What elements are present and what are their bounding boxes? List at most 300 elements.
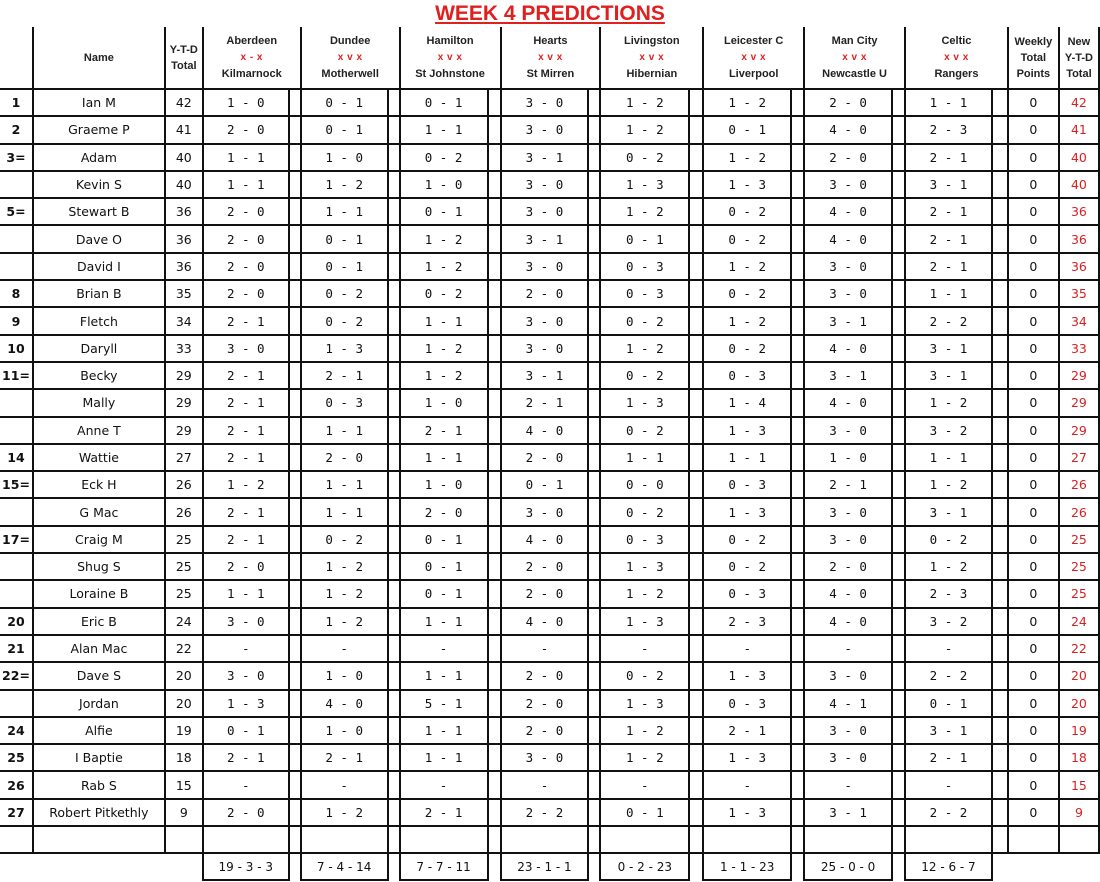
- new-ytd-total-cell: 29: [1059, 417, 1099, 444]
- prediction-cell: 2 - 0: [501, 444, 589, 471]
- prediction-cell: 2 - 1: [203, 744, 289, 771]
- spacer: [892, 826, 905, 853]
- prediction-cell: 1 - 1: [703, 444, 791, 471]
- spacer: [992, 389, 1008, 416]
- spacer: [488, 608, 501, 635]
- prediction-cell: 1 - 3: [703, 744, 791, 771]
- prediction-cell: 0 - 2: [703, 198, 791, 225]
- prediction-cell: 1 - 0: [400, 171, 488, 198]
- weekly-points-cell: 0: [1008, 307, 1059, 334]
- table-row: [0, 198, 1099, 225]
- spacer: [488, 526, 501, 553]
- spacer: [388, 253, 400, 280]
- table-row: [0, 471, 1099, 498]
- prediction-cell: 2 - 1: [501, 389, 589, 416]
- new-ytd-total-cell: 20: [1059, 690, 1099, 717]
- prediction-cell: 0 - 1: [400, 580, 488, 607]
- new-ytd-total-cell: 29: [1059, 362, 1099, 389]
- weekly-points-cell: 0: [1008, 799, 1059, 826]
- prediction-cell: 2 - 1: [203, 307, 289, 334]
- spacer: [488, 826, 501, 853]
- spacer: [289, 444, 301, 471]
- prediction-cell: [203, 826, 289, 853]
- spacer: [588, 580, 600, 607]
- prediction-cell: 0 - 3: [703, 362, 791, 389]
- ytd-total-cell: 34: [165, 307, 203, 334]
- player-name: G Mac: [33, 498, 165, 525]
- table-row: [0, 526, 1099, 553]
- table-row: [0, 171, 1099, 198]
- spacer: [388, 717, 400, 744]
- new-ytd-total-cell: 25: [1059, 580, 1099, 607]
- prediction-cell: 3 - 0: [203, 335, 289, 362]
- spacer: [488, 362, 501, 389]
- player-name: I Baptie: [33, 744, 165, 771]
- new-ytd-total-cell: 9: [1059, 799, 1099, 826]
- spacer: [791, 335, 804, 362]
- prediction-cell: 2 - 1: [400, 417, 488, 444]
- weekly-points-cell: 0: [1008, 471, 1059, 498]
- rank-cell: [0, 253, 33, 280]
- table-row: [0, 498, 1099, 525]
- spacer: [488, 771, 501, 798]
- prediction-cell: [400, 826, 488, 853]
- spacer: [689, 799, 703, 826]
- prediction-cell: 1 - 1: [400, 116, 488, 143]
- spacer: [892, 526, 905, 553]
- spacer: [388, 307, 400, 334]
- prediction-cell: 2 - 1: [703, 717, 791, 744]
- spacer: [588, 389, 600, 416]
- spacer: [689, 826, 703, 853]
- prediction-cell: 1 - 1: [905, 89, 992, 116]
- prediction-cell: 1 - 3: [301, 335, 388, 362]
- prediction-cell: 0 - 2: [703, 225, 791, 252]
- spacer: [388, 635, 400, 662]
- prediction-cell: [804, 826, 892, 853]
- prediction-cell: 0 - 2: [600, 362, 689, 389]
- ytd-total-cell: 26: [165, 498, 203, 525]
- rank-cell: [0, 498, 33, 525]
- prediction-cell: 0 - 2: [703, 335, 791, 362]
- player-name: Dave S: [33, 662, 165, 689]
- prediction-cell: 0 - 1: [301, 89, 388, 116]
- prediction-cell: 1 - 2: [600, 198, 689, 225]
- spacer: [992, 662, 1008, 689]
- prediction-cell: 2 - 0: [501, 690, 589, 717]
- spacer: [588, 717, 600, 744]
- prediction-cell: 1 - 1: [600, 444, 689, 471]
- spacer: [289, 225, 301, 252]
- spacer: [388, 744, 400, 771]
- spacer: [488, 635, 501, 662]
- spacer: [689, 717, 703, 744]
- spacer: [791, 144, 804, 171]
- prediction-cell: 0 - 1: [301, 253, 388, 280]
- player-name: Graeme P: [33, 116, 165, 143]
- weekly-points-cell: 0: [1008, 771, 1059, 798]
- weekly-points-cell: 0: [1008, 690, 1059, 717]
- prediction-cell: 1 - 2: [600, 717, 689, 744]
- spacer: [588, 171, 600, 198]
- spacer: [992, 225, 1008, 252]
- spacer: [689, 471, 703, 498]
- player-name: Mally: [33, 389, 165, 416]
- spacer: [488, 662, 501, 689]
- spacer: [992, 717, 1008, 744]
- spacer: [588, 690, 600, 717]
- prediction-cell: 2 - 2: [905, 307, 992, 334]
- spacer: [289, 307, 301, 334]
- prediction-cell: -: [501, 771, 589, 798]
- prediction-cell: 1 - 1: [400, 608, 488, 635]
- spacer: [992, 144, 1008, 171]
- prediction-cell: 1 - 1: [400, 662, 488, 689]
- prediction-cell: 2 - 1: [301, 744, 388, 771]
- table-row: [0, 280, 1099, 307]
- spacer: [689, 771, 703, 798]
- prediction-cell: 2 - 1: [301, 362, 388, 389]
- ytd-total-cell: 36: [165, 225, 203, 252]
- prediction-cell: 0 - 3: [600, 280, 689, 307]
- ytd-total-cell: [165, 826, 203, 853]
- spacer: [588, 826, 600, 853]
- spacer: [488, 553, 501, 580]
- spacer: [791, 89, 804, 116]
- weekly-points-cell: 0: [1008, 580, 1059, 607]
- prediction-cell: 0 - 3: [600, 526, 689, 553]
- player-name: Eck H: [33, 471, 165, 498]
- prediction-cell: 3 - 0: [203, 608, 289, 635]
- rank-cell: 10: [0, 335, 33, 362]
- prediction-cell: 0 - 1: [600, 225, 689, 252]
- ytd-total-cell: 22: [165, 635, 203, 662]
- spacer: [992, 307, 1008, 334]
- player-name: Eric B: [33, 608, 165, 635]
- rank-cell: 9: [0, 307, 33, 334]
- spacer: [588, 526, 600, 553]
- prediction-cell: 1 - 2: [905, 553, 992, 580]
- spacer: [992, 444, 1008, 471]
- rank-cell: 22=: [0, 662, 33, 689]
- spacer: [892, 307, 905, 334]
- prediction-cell: 2 - 0: [501, 580, 589, 607]
- spacer: [791, 389, 804, 416]
- prediction-cell: 0 - 2: [301, 307, 388, 334]
- new-ytd-total-cell: 18: [1059, 744, 1099, 771]
- prediction-cell: 1 - 2: [600, 744, 689, 771]
- table-row: [0, 771, 1099, 798]
- spacer: [689, 608, 703, 635]
- rank-cell: [0, 171, 33, 198]
- spacer: [388, 553, 400, 580]
- prediction-cell: 1 - 0: [301, 144, 388, 171]
- prediction-cell: 3 - 1: [905, 335, 992, 362]
- spacer: [791, 635, 804, 662]
- prediction-cell: 2 - 1: [804, 471, 892, 498]
- prediction-cell: 2 - 2: [501, 799, 589, 826]
- spacer: [689, 580, 703, 607]
- prediction-cell: 3 - 0: [501, 89, 589, 116]
- spacer: [892, 444, 905, 471]
- table-row: [0, 826, 1099, 853]
- rank-cell: 17=: [0, 526, 33, 553]
- spacer: [689, 744, 703, 771]
- prediction-cell: 1 - 2: [301, 799, 388, 826]
- spacer: [992, 280, 1008, 307]
- new-ytd-total-cell: 29: [1059, 389, 1099, 416]
- fixture-total: 7 - 4 - 14: [301, 853, 388, 880]
- rank-cell: 25: [0, 744, 33, 771]
- prediction-cell: 3 - 0: [804, 253, 892, 280]
- rank-cell: [0, 389, 33, 416]
- spacer: [892, 717, 905, 744]
- spacer: [488, 417, 501, 444]
- spacer: [791, 471, 804, 498]
- prediction-cell: 0 - 3: [703, 690, 791, 717]
- spacer: [992, 690, 1008, 717]
- spacer: [791, 307, 804, 334]
- spacer: [992, 198, 1008, 225]
- player-name: Stewart B: [33, 198, 165, 225]
- prediction-cell: 4 - 0: [501, 526, 589, 553]
- prediction-cell: -: [301, 635, 388, 662]
- prediction-cell: 3 - 1: [905, 362, 992, 389]
- table-row: [0, 225, 1099, 252]
- prediction-cell: 4 - 0: [501, 608, 589, 635]
- prediction-cell: 1 - 1: [301, 498, 388, 525]
- table-row: [0, 144, 1099, 171]
- new-ytd-total-cell: 35: [1059, 280, 1099, 307]
- player-name: Dave O: [33, 225, 165, 252]
- spacer: [588, 362, 600, 389]
- prediction-cell: 1 - 3: [600, 608, 689, 635]
- weekly-points-cell: 0: [1008, 717, 1059, 744]
- spacer: [892, 662, 905, 689]
- table-row: [0, 608, 1099, 635]
- prediction-cell: 1 - 1: [400, 444, 488, 471]
- ytd-total-cell: 26: [165, 471, 203, 498]
- prediction-cell: 0 - 2: [905, 526, 992, 553]
- prediction-cell: 1 - 3: [703, 417, 791, 444]
- player-name: Daryll: [33, 335, 165, 362]
- spacer: [992, 771, 1008, 798]
- spacer: [289, 690, 301, 717]
- spacer: [892, 771, 905, 798]
- weekly-total-header: Weekly Total Points: [1008, 27, 1059, 89]
- prediction-cell: 1 - 2: [600, 89, 689, 116]
- spacer: [892, 471, 905, 498]
- prediction-cell: 2 - 0: [501, 553, 589, 580]
- fixture-total: 19 - 3 - 3: [203, 853, 289, 880]
- spacer: [588, 307, 600, 334]
- spacer: [992, 608, 1008, 635]
- spacer: [488, 717, 501, 744]
- rank-cell: 1: [0, 89, 33, 116]
- prediction-cell: 1 - 0: [301, 717, 388, 744]
- table-row: [0, 444, 1099, 471]
- weekly-points-cell: 0: [1008, 362, 1059, 389]
- new-ytd-total-cell: 34: [1059, 307, 1099, 334]
- spacer: [892, 171, 905, 198]
- table-row: [0, 799, 1099, 826]
- fixture-total: 7 - 7 - 11: [400, 853, 488, 880]
- prediction-cell: 1 - 2: [400, 253, 488, 280]
- prediction-cell: 1 - 2: [400, 225, 488, 252]
- prediction-cell: 0 - 1: [301, 225, 388, 252]
- prediction-cell: -: [400, 771, 488, 798]
- fixture-header: Livingston x v x Hibernian: [600, 27, 703, 89]
- ytd-total-cell: 20: [165, 690, 203, 717]
- spacer: [388, 417, 400, 444]
- prediction-cell: 1 - 3: [703, 799, 791, 826]
- spacer: [791, 608, 804, 635]
- player-name: [33, 826, 165, 853]
- weekly-points-cell: 0: [1008, 662, 1059, 689]
- table-row: [0, 553, 1099, 580]
- prediction-cell: 2 - 1: [203, 417, 289, 444]
- spacer: [791, 526, 804, 553]
- spacer: [791, 280, 804, 307]
- table-row: [0, 580, 1099, 607]
- spacer: [488, 253, 501, 280]
- spacer: [892, 144, 905, 171]
- spacer: [488, 335, 501, 362]
- prediction-cell: 3 - 1: [905, 498, 992, 525]
- spacer: [791, 799, 804, 826]
- prediction-cell: 0 - 3: [703, 580, 791, 607]
- prediction-cell: 1 - 1: [400, 307, 488, 334]
- prediction-cell: -: [600, 635, 689, 662]
- spacer: [388, 89, 400, 116]
- spacer: [388, 144, 400, 171]
- prediction-cell: 2 - 2: [905, 662, 992, 689]
- spacer: [588, 280, 600, 307]
- rank-cell: 2: [0, 116, 33, 143]
- prediction-cell: 2 - 1: [203, 444, 289, 471]
- prediction-cell: 0 - 1: [301, 116, 388, 143]
- spacer: [992, 744, 1008, 771]
- spacer: [488, 471, 501, 498]
- spacer: [388, 608, 400, 635]
- spacer: [388, 826, 400, 853]
- prediction-cell: 0 - 1: [400, 198, 488, 225]
- spacer: [992, 498, 1008, 525]
- spacer: [992, 89, 1008, 116]
- prediction-cell: 2 - 3: [905, 116, 992, 143]
- prediction-cell: 2 - 0: [203, 553, 289, 580]
- spacer: [689, 362, 703, 389]
- prediction-cell: 1 - 4: [703, 389, 791, 416]
- prediction-cell: 1 - 2: [400, 362, 488, 389]
- prediction-cell: 3 - 0: [501, 253, 589, 280]
- player-name: Brian B: [33, 280, 165, 307]
- ytd-total-cell: 42: [165, 89, 203, 116]
- prediction-cell: 1 - 2: [703, 253, 791, 280]
- prediction-cell: 1 - 2: [600, 335, 689, 362]
- prediction-cell: 0 - 2: [600, 417, 689, 444]
- spacer: [892, 417, 905, 444]
- ytd-total-cell: 29: [165, 417, 203, 444]
- prediction-cell: 3 - 0: [203, 662, 289, 689]
- spacer: [892, 608, 905, 635]
- spacer: [588, 553, 600, 580]
- prediction-cell: 1 - 0: [301, 662, 388, 689]
- prediction-cell: 1 - 2: [203, 471, 289, 498]
- spacer: [289, 280, 301, 307]
- player-name: Kevin S: [33, 171, 165, 198]
- fixture-header: Celtic x v x Rangers: [905, 27, 1008, 89]
- ytd-total-cell: 41: [165, 116, 203, 143]
- weekly-points-cell: 0: [1008, 89, 1059, 116]
- prediction-cell: 2 - 3: [703, 608, 791, 635]
- spacer: [689, 253, 703, 280]
- prediction-cell: -: [804, 771, 892, 798]
- spacer: [388, 662, 400, 689]
- new-ytd-total-cell: 42: [1059, 89, 1099, 116]
- spacer: [488, 116, 501, 143]
- prediction-cell: 4 - 0: [804, 389, 892, 416]
- spacer: [791, 362, 804, 389]
- table-row: [0, 744, 1099, 771]
- weekly-points-cell: 0: [1008, 280, 1059, 307]
- prediction-cell: 0 - 1: [400, 526, 488, 553]
- player-name: Alfie: [33, 717, 165, 744]
- prediction-cell: 1 - 2: [703, 307, 791, 334]
- spacer: [588, 417, 600, 444]
- spacer: [992, 171, 1008, 198]
- spacer: [388, 526, 400, 553]
- prediction-cell: -: [905, 635, 992, 662]
- rank-cell: 21: [0, 635, 33, 662]
- spacer: [992, 253, 1008, 280]
- spacer: [791, 225, 804, 252]
- prediction-cell: 1 - 3: [600, 553, 689, 580]
- new-ytd-total-cell: 40: [1059, 171, 1099, 198]
- ytd-total-cell: 19: [165, 717, 203, 744]
- fixture-header: Hearts x v x St Mirren: [501, 27, 601, 89]
- prediction-cell: 1 - 2: [600, 580, 689, 607]
- prediction-cell: 2 - 1: [203, 498, 289, 525]
- spacer: [289, 116, 301, 143]
- rank-cell: 27: [0, 799, 33, 826]
- spacer: [388, 198, 400, 225]
- spacer: [689, 225, 703, 252]
- spacer: [488, 799, 501, 826]
- new-ytd-total-cell: 19: [1059, 717, 1099, 744]
- name-header: Name: [33, 27, 165, 89]
- table-row: [0, 389, 1099, 416]
- table-row: [0, 717, 1099, 744]
- spacer: [588, 799, 600, 826]
- spacer: [588, 608, 600, 635]
- spacer: [289, 744, 301, 771]
- spacer: [488, 498, 501, 525]
- prediction-cell: 4 - 0: [501, 417, 589, 444]
- prediction-cell: 1 - 1: [301, 417, 388, 444]
- weekly-points-cell: 0: [1008, 171, 1059, 198]
- spacer: [892, 198, 905, 225]
- prediction-cell: 0 - 1: [600, 799, 689, 826]
- weekly-points-cell: 0: [1008, 116, 1059, 143]
- fixture-header: Man City x v x Newcastle U: [804, 27, 905, 89]
- spacer: [289, 799, 301, 826]
- prediction-cell: 0 - 2: [600, 144, 689, 171]
- table-row: [0, 335, 1099, 362]
- prediction-cell: 1 - 0: [804, 444, 892, 471]
- prediction-cell: 3 - 1: [804, 307, 892, 334]
- prediction-cell: 0 - 2: [703, 526, 791, 553]
